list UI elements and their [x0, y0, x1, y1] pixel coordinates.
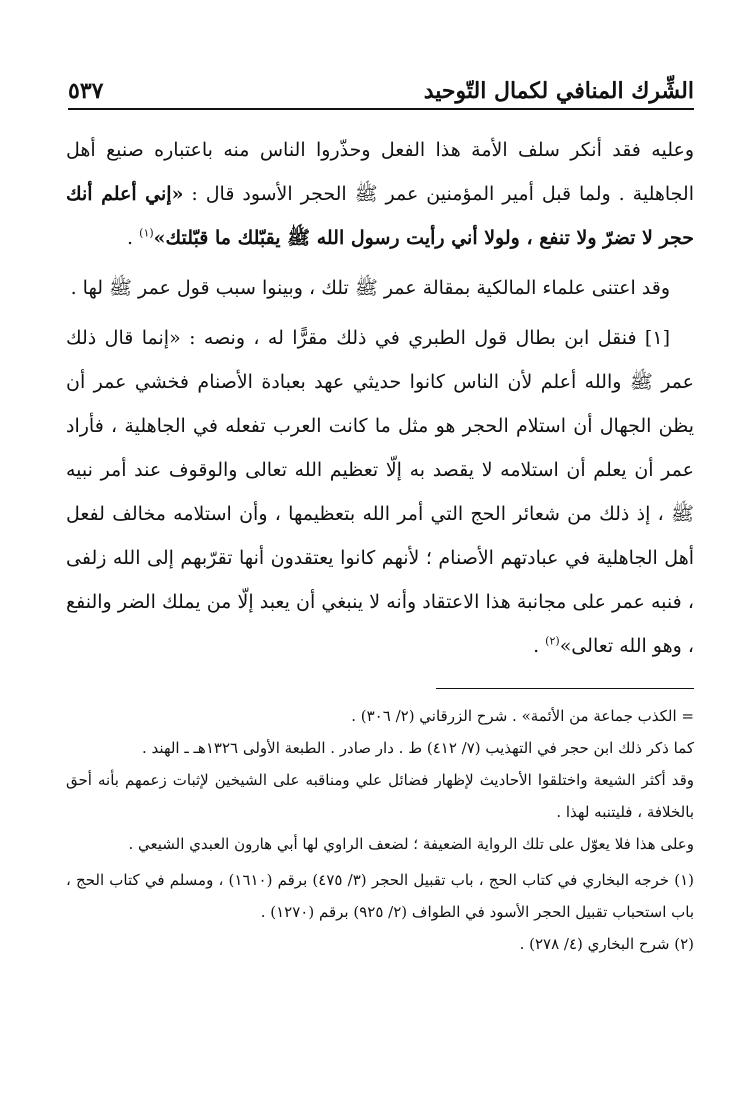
main-text	[66, 128, 694, 674]
running-header	[68, 72, 694, 110]
footnote-1: (١) خرجه البخاري في كتاب الحج ، باب تقبيل الحجر (٣/ ٤٧٥) برقم (١٦١٠) ، ومسلم في كتاب الحج ، باب استحباب تقبيل الحجر الأسود في الطواف (٢/ ٩٢٥) برقم (١٢٧٠) .	[66, 871, 694, 921]
umar-quote: «إني أعلم أنك حجر لا تضرّ ولا تنفع ، ولولا أني رأيت رسول الله ﷺ يقبّلك ما قبّلتك»	[66, 183, 694, 249]
footnote-continuation-2: كما ذكر ذلك ابن حجر في التهذيب (٧/ ٤١٢) ط . دار صادر . الطبعة الأولى ١٣٢٦هـ ـ الهند .	[142, 739, 694, 757]
page-number: ٥٣٧	[68, 78, 104, 104]
footnote-ref-2[interactable]: (٢)	[545, 634, 560, 648]
footnote-continuation-4: وعلى هذا فلا يعوّل على تلك الرواية الضعيفة ؛ لضعف الراوي لها أبي هارون العبدي الشيعي .	[128, 835, 694, 853]
paragraph-1: وعليه فقد أنكر سلف الأمة هذا الفعل وحذّروا الناس منه باعتباره صنيع أهل الجاهلية . ولما قبل أمير المؤمنين عمر ﷺ الحجر الأسود قال : «إني أعلم أنك حجر لا تضرّ ولا تنفع ، ولولا أني رأيت رسول الله ﷺ يقبّلك ما قبّلتك»$^{(١)}$ .	[66, 139, 694, 249]
footnote-2: (٢) شرح البخاري (٤/ ٢٧٨) .	[519, 935, 694, 953]
footnote-ref-1[interactable]: (١)	[139, 226, 154, 240]
running-title: الشِّرك المنافي لكمال التّوحيد	[423, 78, 694, 104]
footnote-continuation: = الكذب جماعة من الأئمة» . شرح الزرقاني (٢/ ٣٠٦) .	[351, 707, 694, 725]
paragraph-3: [١] فنقل ابن بطال قول الطبري في ذلك مقرًّا له ، ونصه : «إنما قال ذلك عمر ﷺ والله أعلم لأن الناس كانوا حديثي عهد بعبادة الأصنام فخشي عمر أن يظن الجهال أن استلام الحجر هو مثل ما كانت العرب تفعله في الجاهلية ، فأراد عمر أن يعلم أن استلامه لا يقصد به إلّا تعظيم الله تعالى والوقوف عند أمر نبيه ﷺ ، إذ ذلك من شعائر الحج التي أمر الله بتعظيمها ، وأن استلامه مخالف لفعل أهل الجاهلية في عبادتهم الأصنام ؛ لأنهم كانوا يعتقدون أنها تقرّبهم إلى الله زلفى ، فنبه عمر على مجانبة هذا الاعتقاد وأنه لا ينبغي أن يعبد إلّا من يملك الضر والنفع ، وهو الله تعالى»$^{(٢)}$ .	[66, 327, 694, 657]
paragraph-2: وقد اعتنى علماء المالكية بمقالة عمر ﷺ تلك ، وبينوا سبب قول عمر ﷺ لها .	[70, 277, 670, 299]
footnote-separator	[436, 688, 694, 689]
footnotes	[66, 700, 694, 960]
footnote-continuation-3: وقد أكثر الشيعة واختلقوا الأحاديث لإظهار فضائل علي ومناقبه على الشيخين لإثبات زعمهم بأنه أحق بالخلافة ، فليتنبه لهذا .	[66, 771, 694, 821]
